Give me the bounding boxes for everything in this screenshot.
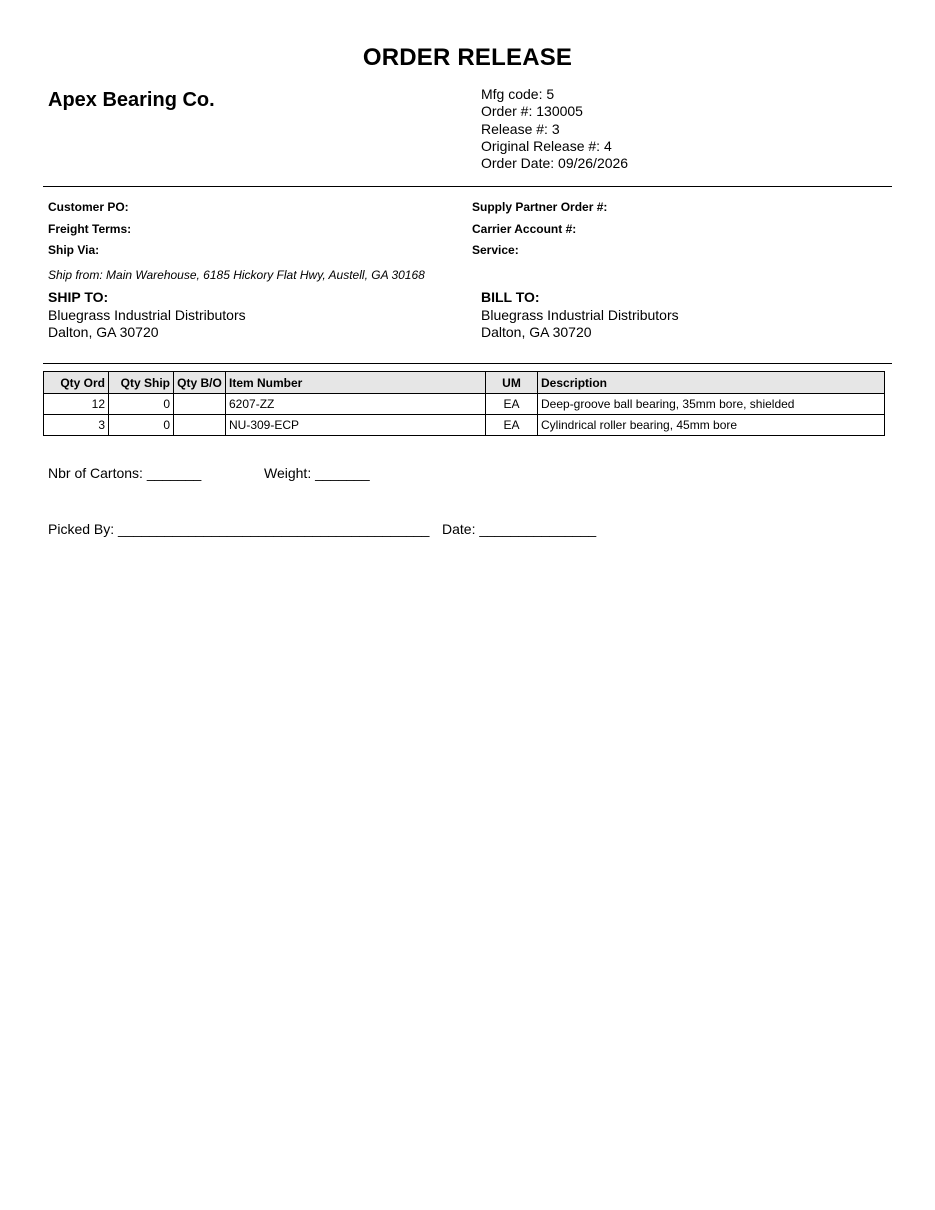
cell-qty-ship: 0 — [109, 415, 174, 436]
original-release-number: Original Release #: 4 — [481, 137, 612, 154]
cell-description: Deep-groove ball bearing, 35mm bore, shielded — [538, 394, 885, 415]
ship-to-city: Dalton, GA 30720 — [48, 324, 159, 340]
cell-um: EA — [486, 415, 538, 436]
middle-divider — [43, 363, 892, 364]
cell-um: EA — [486, 394, 538, 415]
table-header-row — [44, 372, 885, 394]
ship-to-heading: SHIP TO: — [48, 289, 109, 305]
ship-from-address: Ship from: Main Warehouse, 6185 Hickory Flat Hwy, Austell, GA 30168 — [48, 268, 425, 282]
cartons-field: Nbr of Cartons: _______ — [48, 465, 202, 481]
bill-to-city: Dalton, GA 30720 — [481, 324, 592, 340]
col-header-description: Description — [538, 372, 885, 394]
top-divider — [43, 186, 892, 187]
order-date: Order Date: 09/26/2026 — [481, 155, 629, 172]
table-row — [44, 415, 885, 436]
carrier-account-label: Carrier Account #: — [472, 222, 577, 236]
cell-item-number: 6207-ZZ — [226, 394, 486, 415]
col-header-qty-ship: Qty Ship — [109, 372, 174, 394]
cell-description: Cylindrical roller bearing, 45mm bore — [538, 415, 885, 436]
bill-to-name: Bluegrass Industrial Distributors — [481, 307, 679, 323]
col-header-um: UM — [486, 372, 538, 394]
supply-partner-order-label: Supply Partner Order #: — [472, 200, 608, 214]
customer-po-label: Customer PO: — [48, 200, 129, 214]
col-header-item-number: Item Number — [226, 372, 486, 394]
cell-qty-ord: 12 — [44, 394, 109, 415]
cell-qty-bo — [174, 394, 226, 415]
cell-qty-bo — [174, 415, 226, 436]
document-title: ORDER RELEASE — [362, 44, 573, 71]
date-field: Date: _______________ — [442, 521, 597, 537]
bill-to-heading: BILL TO: — [481, 289, 540, 305]
mfg-code: Mfg code: 5 — [481, 86, 555, 102]
release-number: Release #: 3 — [481, 120, 560, 137]
cell-qty-ship: 0 — [109, 394, 174, 415]
picked-by-field: Picked By: ________________________________________ — [48, 521, 430, 537]
ship-to-name: Bluegrass Industrial Distributors — [48, 307, 246, 323]
service-label: Service: — [472, 243, 519, 257]
weight-field: Weight: _______ — [264, 465, 370, 481]
col-header-qty-bo: Qty B/O — [174, 372, 226, 394]
freight-terms-label: Freight Terms: — [48, 222, 132, 236]
ship-via-label: Ship Via: — [48, 243, 100, 257]
table-row — [44, 394, 885, 415]
cell-qty-ord: 3 — [44, 415, 109, 436]
order-meta-block — [481, 86, 628, 172]
cell-item-number: NU-309-ECP — [226, 415, 486, 436]
company-name: Apex Bearing Co. — [48, 89, 215, 111]
order-number: Order #: 130005 — [481, 103, 583, 120]
line-items-table — [43, 371, 885, 436]
col-header-qty-ord: Qty Ord — [44, 372, 109, 394]
